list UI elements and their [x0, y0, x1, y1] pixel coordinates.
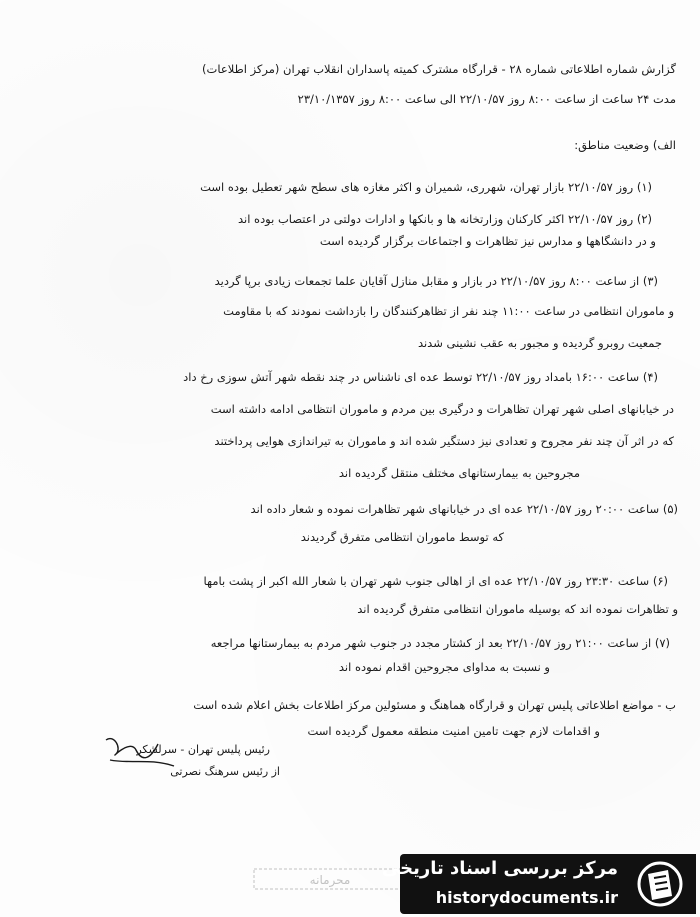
item-1: (۱) روز ۲۲/۱۰/۵۷ بازار تهران، شهرری، شمیران و اکثر مغازه های سطح شهر تعطیل بوده است [200, 180, 652, 194]
item-4-line-2: در خیابانهای اصلی شهر تهران تظاهرات و درگیری بین مردم و ماموران انتظامی ادامه داشته است [210, 402, 674, 416]
signature-name: از رئیس سرهنگ نصرتی [170, 765, 280, 778]
logo-text-persian: مرکز بررسی اسناد تاریخی [381, 858, 618, 879]
item-4-line-1: (۴) ساعت ۱۶:۰۰ بامداد روز ۲۲/۱۰/۵۷ توسط عده ای ناشناس در چند نقطه شهر آتش سوزی رخ داد [183, 370, 658, 384]
item-3-line-3: جمعیت روبرو گردیده و مجبور به عقب نشینی شدند [417, 336, 662, 350]
watermark-logo [381, 854, 696, 914]
section-a-heading: الف) وضعیت مناطق: [574, 138, 676, 152]
item-2-line-1: (۲) روز ۲۲/۱۰/۵۷ اکثر کارکنان وزارتخانه ها و بانکها و ادارات دولتی در اعتصاب بوده اند [237, 212, 652, 226]
handwritten-signature-icon [100, 730, 180, 774]
item-2-line-2: و در دانشگاهها و مدارس نیز تظاهرات و اجتماعات برگزار گردیده است [319, 234, 656, 248]
section-b-line-2: و اقدامات لازم جهت تامین امنیت منطقه معمول گردیده است [307, 724, 600, 738]
item-7-line-2: و نسبت به مداوای مجروحین اقدام نموده اند [338, 660, 550, 674]
archive-logo-icon [634, 860, 686, 908]
header-line-2: مدت ۲۴ ساعت از ساعت ۸:۰۰ روز ۲۲/۱۰/۵۷ الی ساعت ۸:۰۰ روز ۲۳/۱۰/۱۳۵۷ [297, 92, 676, 106]
item-3-line-2: و ماموران انتظامی در ساعت ۱۱:۰۰ چند نفر از تظاهرکنندگان را بازداشت نمودند که با مقاومت [223, 304, 674, 318]
stamp-text: محرمانه [309, 873, 351, 887]
item-5-line-2: که توسط ماموران انتظامی متفرق گردیدند [300, 530, 504, 544]
logo-text-url: historydocuments.ir [435, 888, 618, 907]
item-7-line-1: (۷) از ساعت ۲۱:۰۰ روز ۲۲/۱۰/۵۷ بعد از کشتار مجدد در جنوب شهر مردم به بیمارستانها مراجعه [210, 636, 670, 650]
item-5-line-1: (۵) ساعت ۲۰:۰۰ روز ۲۲/۱۰/۵۷ عده ای در خیابانهای شهر تظاهرات نموده و شعار داده اند [250, 502, 678, 516]
item-4-line-4: مجروحین به بیمارستانهای مختلف منتقل گردیده اند [338, 466, 580, 480]
section-b-line-1: ب - مواضع اطلاعاتی پلیس تهران و قرارگاه هماهنگ و مسئولین مرکز اطلاعات بخش اعلام شده است [193, 698, 676, 712]
item-4-line-3: که در اثر آن چند نفر مجروح و تعدادی نیز دستگیر شده اند و ماموران به تیراندازی هوایی پرداختند [214, 434, 674, 448]
item-6-line-1: (۶) ساعت ۲۳:۳۰ روز ۲۲/۱۰/۵۷ عده ای از اهالی جنوب شهر تهران با شعار الله اکبر از پشت بامها [203, 574, 668, 588]
signature-title: رئیس پلیس تهران - سرلشکر [136, 743, 270, 756]
header-line-1: گزارش شماره اطلاعاتی شماره ۲۸ - قرارگاه مشترک کمیته پاسداران انقلاب تهران (مرکز اطلاعات) [202, 62, 676, 76]
item-6-line-2: و تظاهرات نموده اند که بوسیله ماموران انتظامی متفرق گردیده اند [357, 602, 678, 616]
item-3-line-1: (۳) از ساعت ۸:۰۰ روز ۲۲/۱۰/۵۷ در بازار و مقابل منازل آقایان علما تجمعات زیادی برپا گردید [214, 274, 658, 288]
